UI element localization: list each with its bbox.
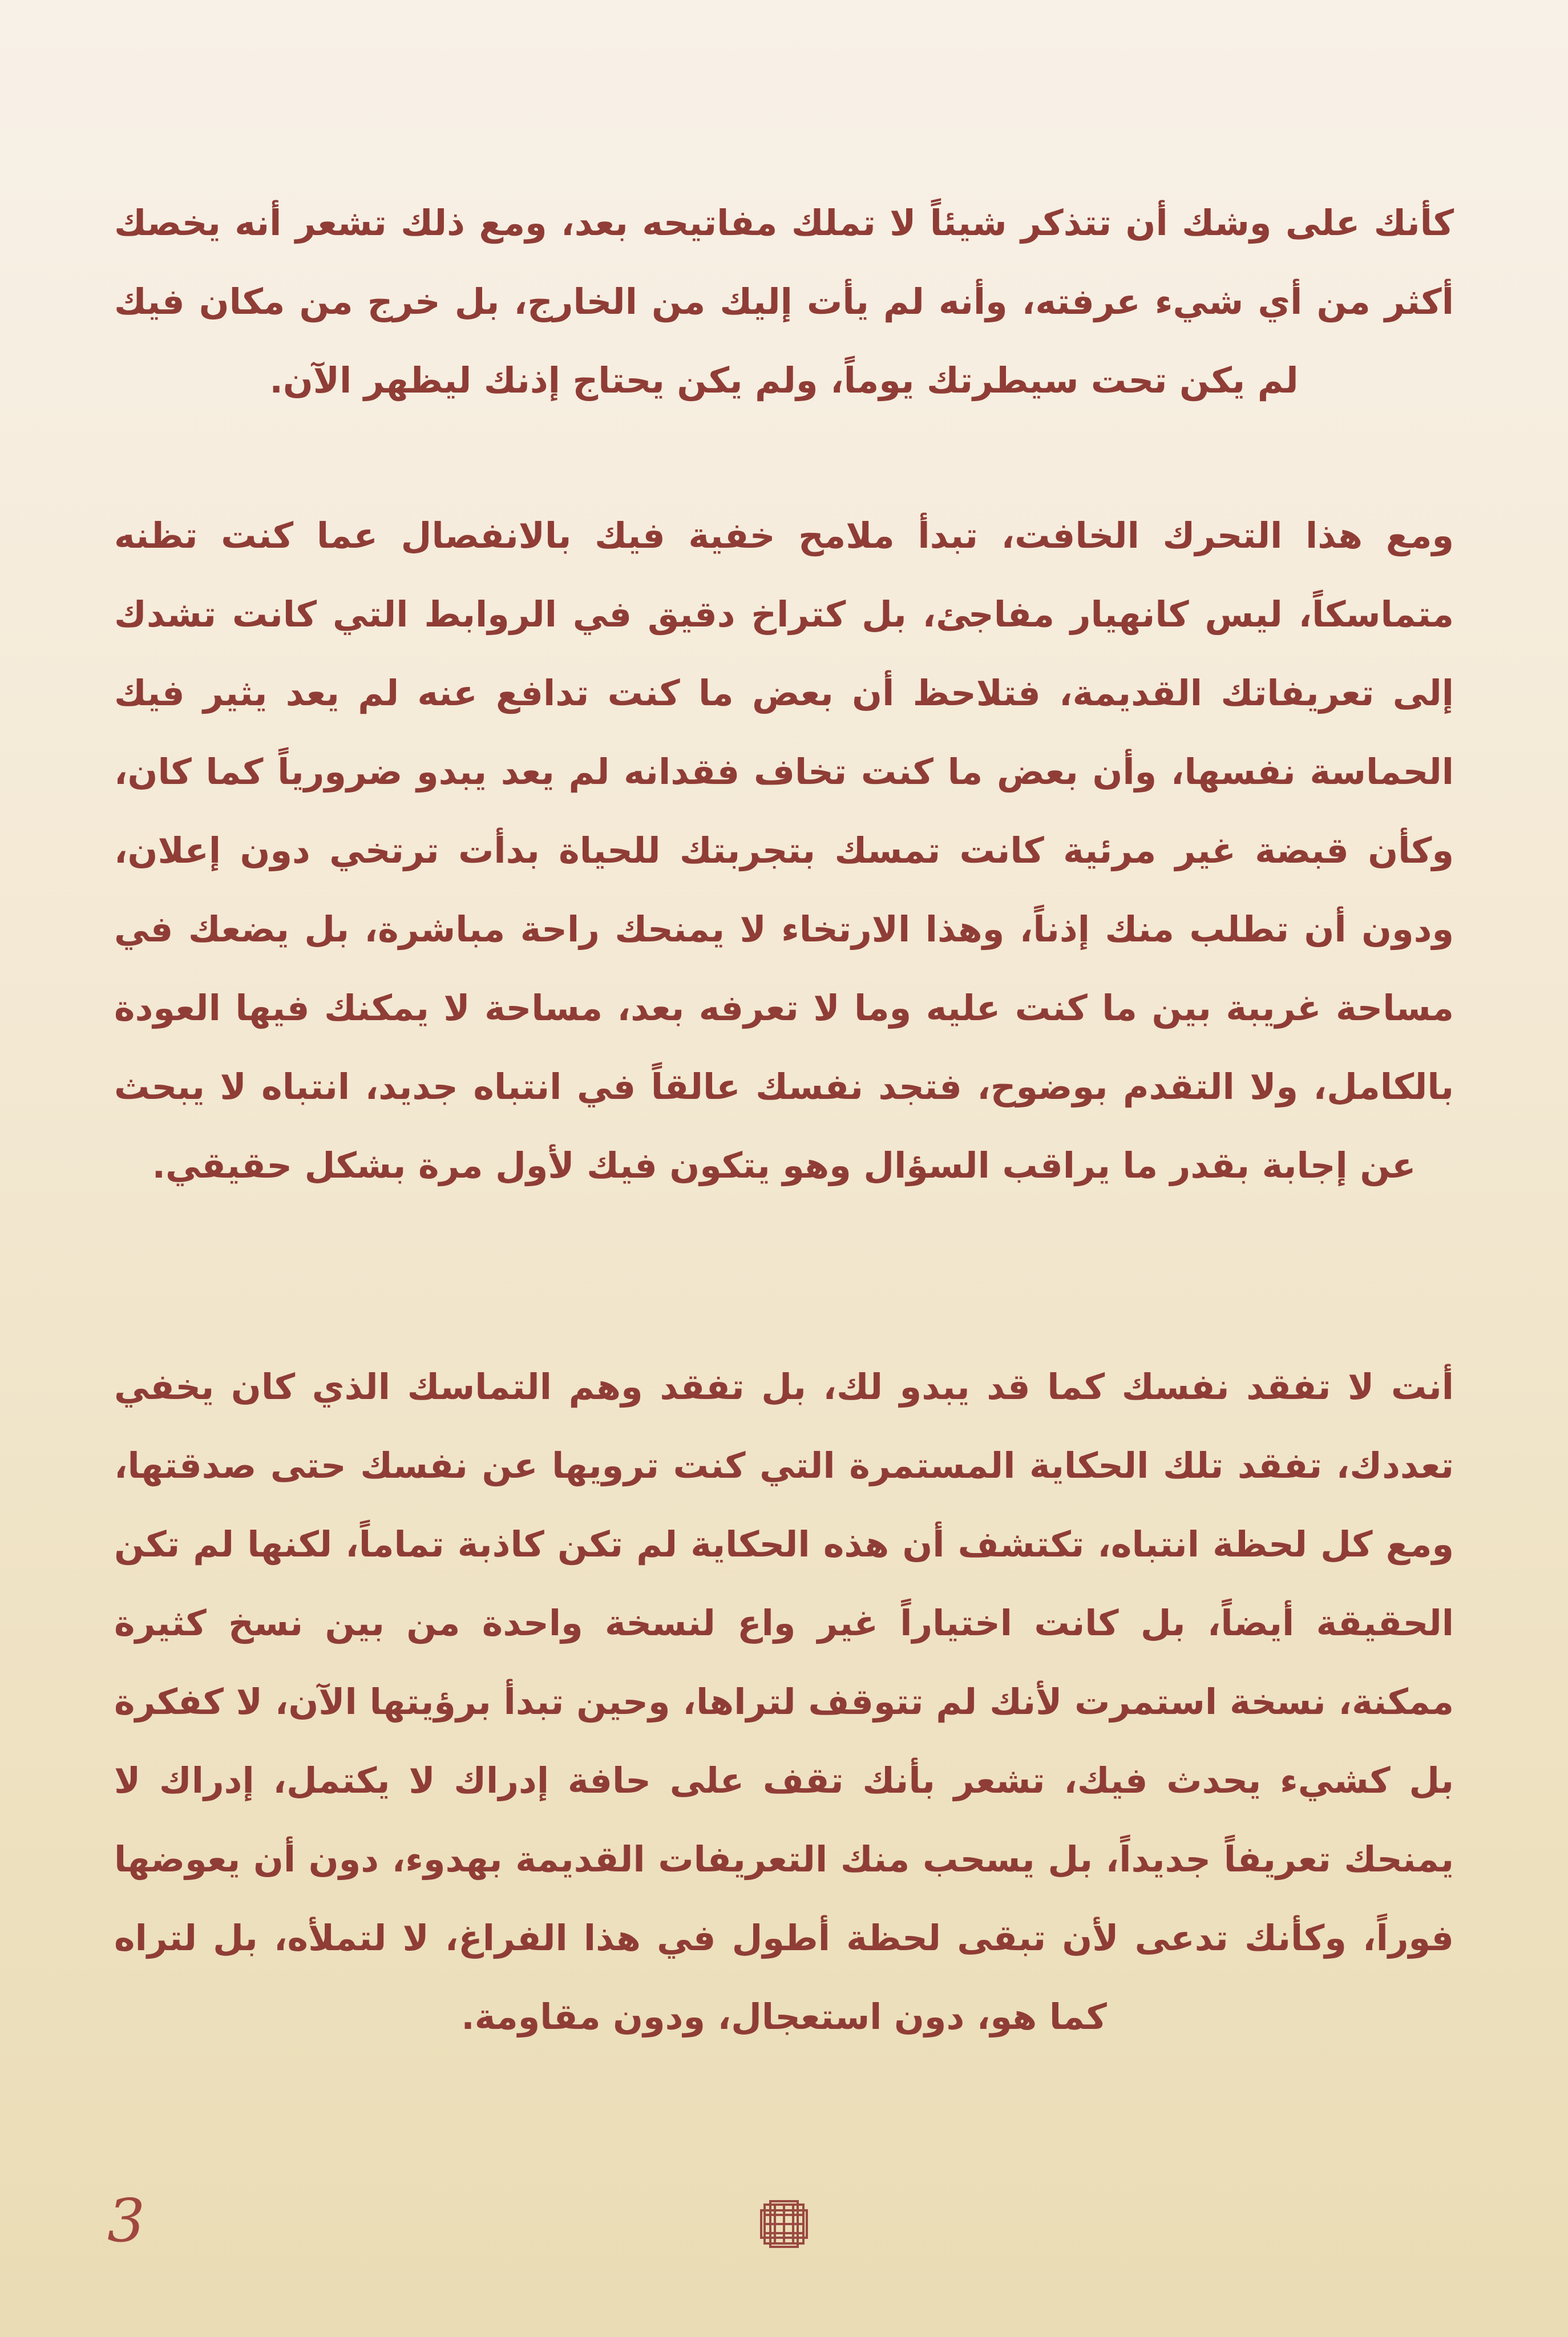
geometric-knot-icon: [758, 2198, 810, 2250]
paragraph-3: أنت لا تفقد نفسك كما قد يبدو لك، بل تفقد وهم التماسك الذي كان يخفي تعددك، تفقد تلك الحكاية المستمرة التي كنت ترويها عن نفسك حتى صدقتها، ومع كل لحظة انتباه، تكتشف أن هذه الحكاية لم تكن كاذبة تماماً، لكنها لم تكن الحقيقة أيضاً، بل كانت اختياراً غير واع لنسخة واحدة من بين نسخ كثيرة ممكنة، نسخة استمرت لأنك لم تتوقف لتراها، وحين تبدأ برؤيتها الآن، لا كفكرة بل كشيء يحدث فيك، تشعر بأنك تقف على حافة إدراك لا يكتمل، إدراك لا يمنحك تعريفاً جديداً، بل يسحب منك التعريفات القديمة بهدوء، دون أن يعوضها فوراً، وكأنك تدعى لأن تبقى لحظة أطول في هذا الفراغ، لا لتملأه، بل لتراه كما هو، دون استعجال، ودون مقاومة.: [114, 1366, 1454, 2037]
paragraph-2: ومع هذا التحرك الخافت، تبدأ ملامح خفية فيك بالانفصال عما كنت تظنه متماسكاً، ليس كانهيار مفاجئ، بل كتراخ دقيق في الروابط التي كانت تشدك إلى تعريفاتك القديمة، فتلاحظ أن بعض ما كنت تدافع عنه لم يعد يثير فيك الحماسة نفسها، وأن بعض ما كنت تخاف فقدانه لم يعد يبدو ضرورياً كما كان، وكأن قبضة غير مرئية كانت تمسك بتجربتك للحياة بدأت ترتخي دون إعلان، ودون أن تطلب منك إذناً، وهذا الارتخاء لا يمنحك راحة مباشرة، بل يضعك في مساحة غريبة بين ما كنت عليه وما لا تعرفه بعد، مساحة لا يمكنك فيها العودة بالكامل، ولا التقدم بوضوح، فتجد نفسك عالقاً في انتباه جديد، انتباه لا يبحث عن إجابة بقدر ما يراقب السؤال وهو يتكون فيك لأول مرة بشكل حقيقي.: [114, 515, 1454, 1186]
page-number: 3: [107, 2186, 146, 2255]
paragraph-1: كأنك على وشك أن تتذكر شيئاً لا تملك مفاتيحه بعد، ومع ذلك تشعر أنه يخصك أكثر من أي شيء عرفته، وأنه لم يأت إليك من الخارج، بل خرج من مكان فيك لم يكن تحت سيطرتك يوماً، ولم يكن يحتاج إذنك ليظهر الآن.: [114, 202, 1454, 401]
